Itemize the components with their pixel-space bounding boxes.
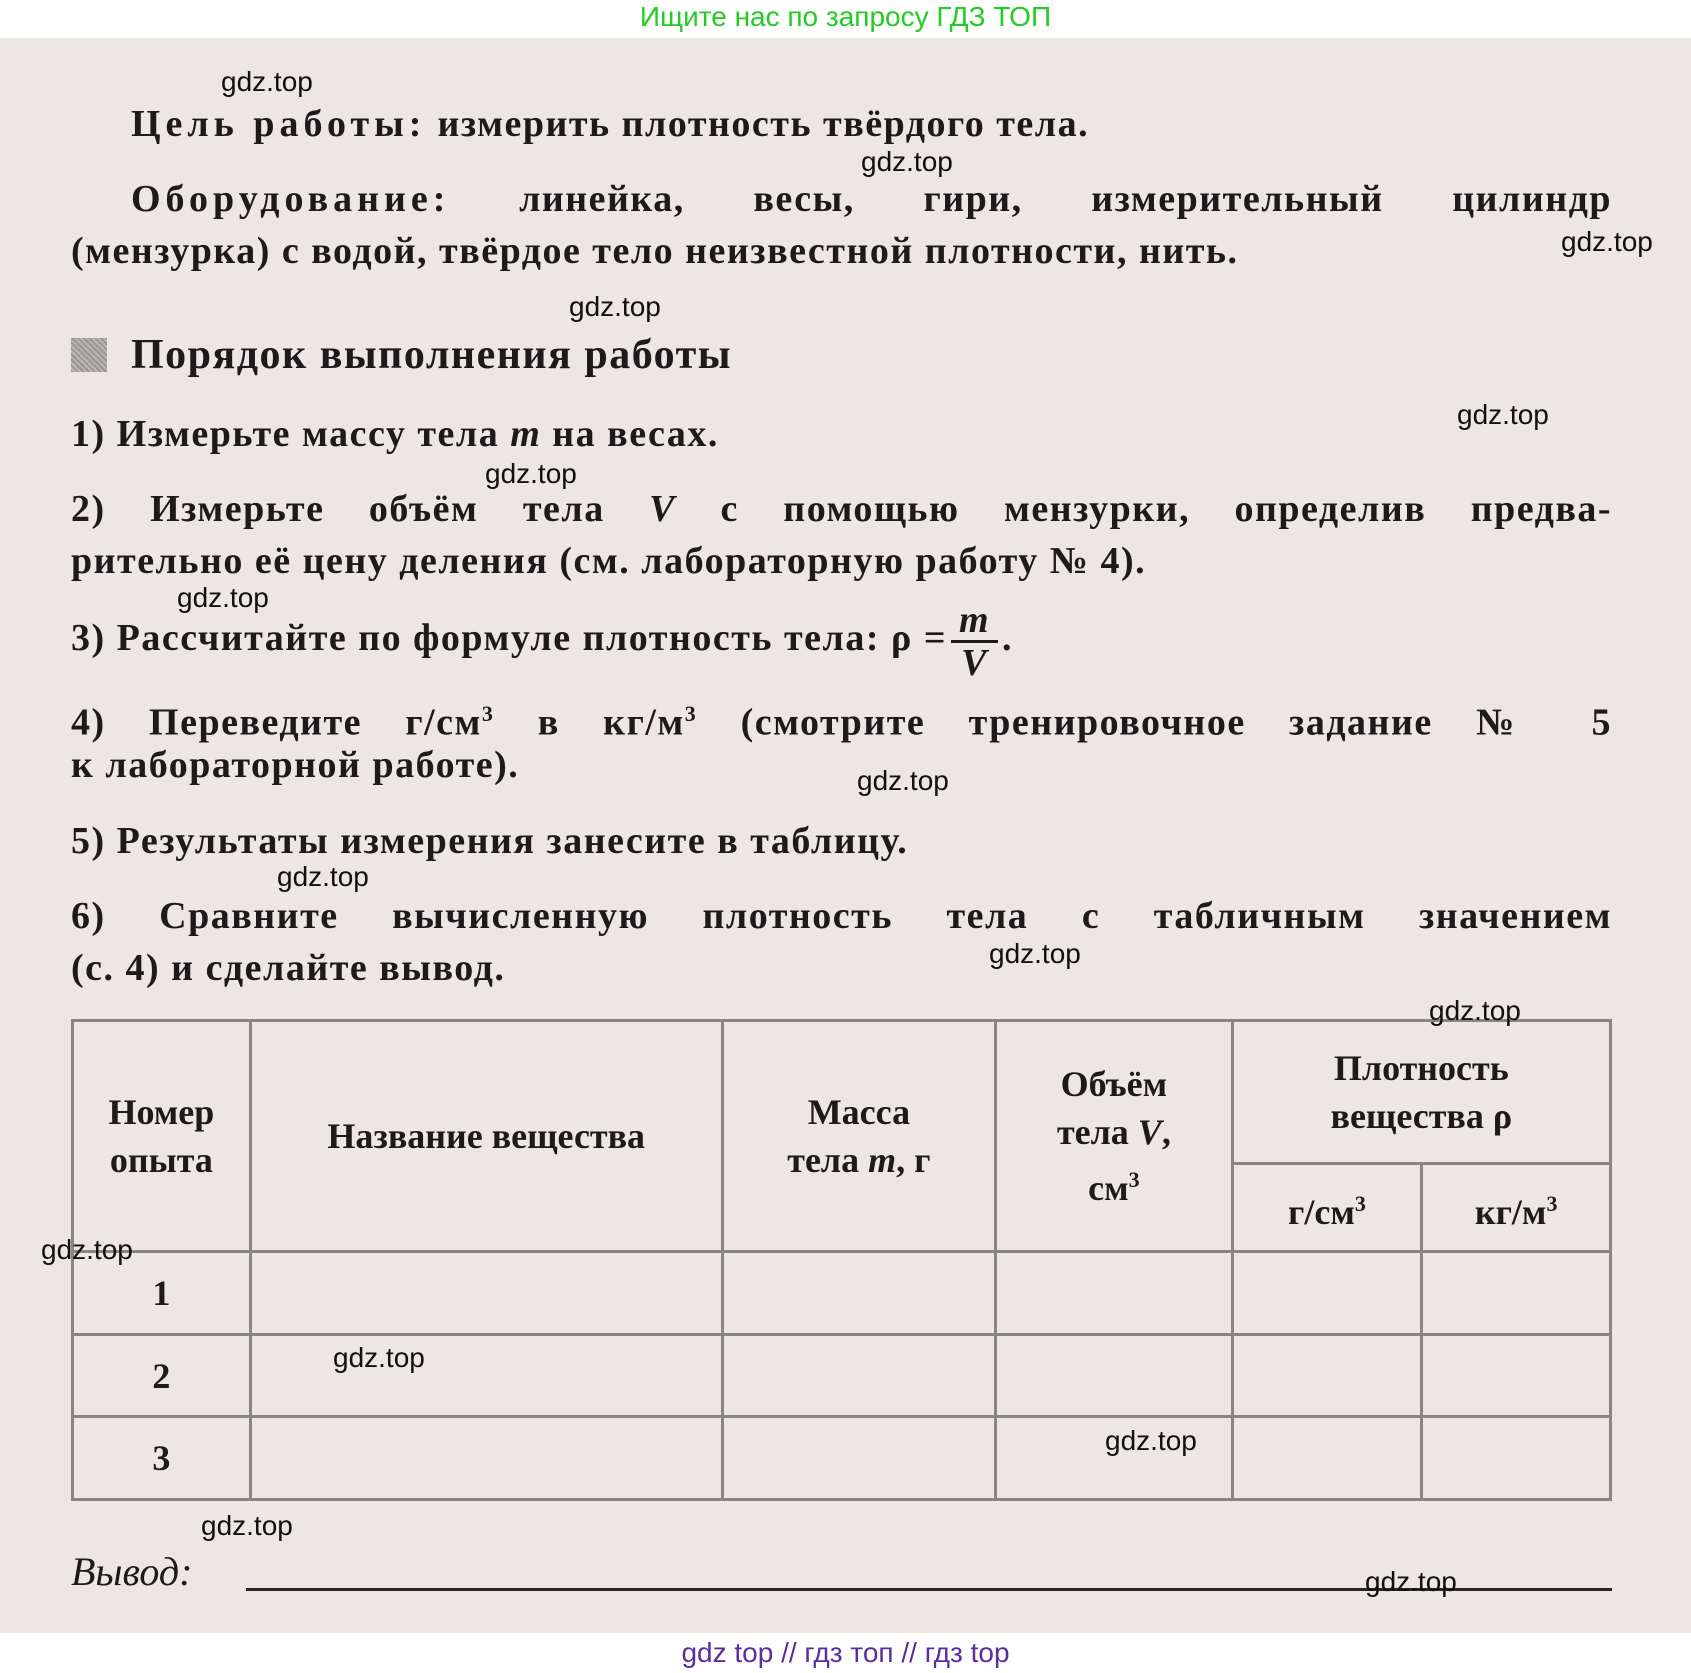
header-volume: Объём тела V, $см^3$ bbox=[996, 1021, 1233, 1252]
header-density: Плотность вещества ρ bbox=[1232, 1021, 1610, 1164]
watermark: gdz.top bbox=[1561, 226, 1653, 257]
footer-links[interactable]: gdz top // гдз топ // гдз top bbox=[681, 1637, 1010, 1668]
cell bbox=[722, 1335, 995, 1417]
results-table bbox=[71, 1019, 1612, 1501]
cell bbox=[250, 1335, 722, 1417]
cell bbox=[722, 1417, 995, 1500]
watermark: gdz.top bbox=[177, 582, 269, 613]
watermark: gdz.top bbox=[41, 1234, 133, 1265]
cell bbox=[996, 1335, 1233, 1417]
cell bbox=[250, 1252, 722, 1335]
step-2-line-2: рительно её цену деления (см. лабораторную работу № 4). bbox=[71, 540, 1147, 582]
watermark: gdz.top bbox=[277, 861, 369, 892]
header-substance-name: Название вещества bbox=[250, 1021, 722, 1252]
watermark: gdz.top bbox=[1365, 1566, 1457, 1597]
step-3: 3) Рассчитайте по формуле плотность тела: ρ = $\frac{m}{V}$ . bbox=[71, 599, 1014, 684]
equipment-line-1: Оборудование: линейка, весы, гири, измерительный цилиндр bbox=[131, 178, 1612, 220]
watermark: gdz.top bbox=[989, 938, 1081, 969]
cell bbox=[1422, 1335, 1611, 1417]
step-6-line-2: (с. 4) и сделайте вывод. bbox=[71, 947, 506, 989]
watermark: gdz.top bbox=[1105, 1425, 1197, 1456]
step-1: 1) Измерьте массу тела m на весах. bbox=[71, 413, 719, 455]
equipment-line-2: (мензурка) с водой, твёрдое тело неизвестной плотности, нить. bbox=[71, 230, 1239, 272]
table-row bbox=[73, 1252, 1611, 1335]
conclusion-label: Вывод: bbox=[71, 1549, 193, 1594]
watermark: gdz.top bbox=[857, 765, 949, 796]
header-g-per-cm3: $г/см^3$ bbox=[1232, 1164, 1422, 1252]
cell bbox=[250, 1417, 722, 1500]
table-row bbox=[73, 1335, 1611, 1417]
row-number: 3 bbox=[73, 1417, 251, 1500]
watermark: gdz.top bbox=[221, 66, 313, 97]
cell bbox=[1232, 1335, 1422, 1417]
table-row bbox=[73, 1417, 1611, 1500]
watermark: gdz.top bbox=[1457, 399, 1549, 430]
cell bbox=[996, 1252, 1233, 1335]
watermark: gdz.top bbox=[861, 146, 953, 177]
goal-line: Цель работы: измерить плотность твёрдого тела. bbox=[131, 103, 1090, 145]
density-formula: $\frac{m}{V}$ bbox=[951, 600, 998, 683]
search-banner[interactable]: Ищите нас по запросу ГДЗ ТОП bbox=[639, 1, 1052, 32]
header-experiment-number: Номер опыта bbox=[73, 1021, 251, 1252]
watermark: gdz.top bbox=[201, 1510, 293, 1541]
watermark: gdz.top bbox=[333, 1342, 425, 1373]
section-marker-icon bbox=[71, 338, 107, 372]
step-5: 5) Результаты измерения занесите в таблицу. bbox=[71, 820, 909, 862]
step-4-line-1: 4) Переведите $г/см^3$ в $кг/м^3$ (смотрите тренировочное задание № 5 bbox=[71, 701, 1612, 744]
cell bbox=[1232, 1417, 1422, 1500]
cell bbox=[1422, 1417, 1611, 1500]
cell bbox=[722, 1252, 995, 1335]
watermark: gdz.top bbox=[569, 291, 661, 322]
step-2-line-1: 2) Измерьте объём тела V с помощью мензурки, определив предва- bbox=[71, 488, 1612, 530]
cell bbox=[1422, 1252, 1611, 1335]
step-6-line-1: 6) Сравните вычисленную плотность тела с табличным значением bbox=[71, 895, 1612, 937]
watermark: gdz.top bbox=[1429, 995, 1521, 1026]
step-4-line-2: к лабораторной работе). bbox=[71, 744, 520, 786]
header-mass: Масса тела m, г bbox=[722, 1021, 995, 1252]
watermark: gdz.top bbox=[485, 458, 577, 489]
row-number: 2 bbox=[73, 1335, 251, 1417]
section-heading: Порядок выполнения работы bbox=[131, 332, 733, 378]
row-number: 1 bbox=[73, 1252, 251, 1335]
header-kg-per-m3: $кг/м^3$ bbox=[1422, 1164, 1611, 1252]
cell bbox=[1232, 1252, 1422, 1335]
